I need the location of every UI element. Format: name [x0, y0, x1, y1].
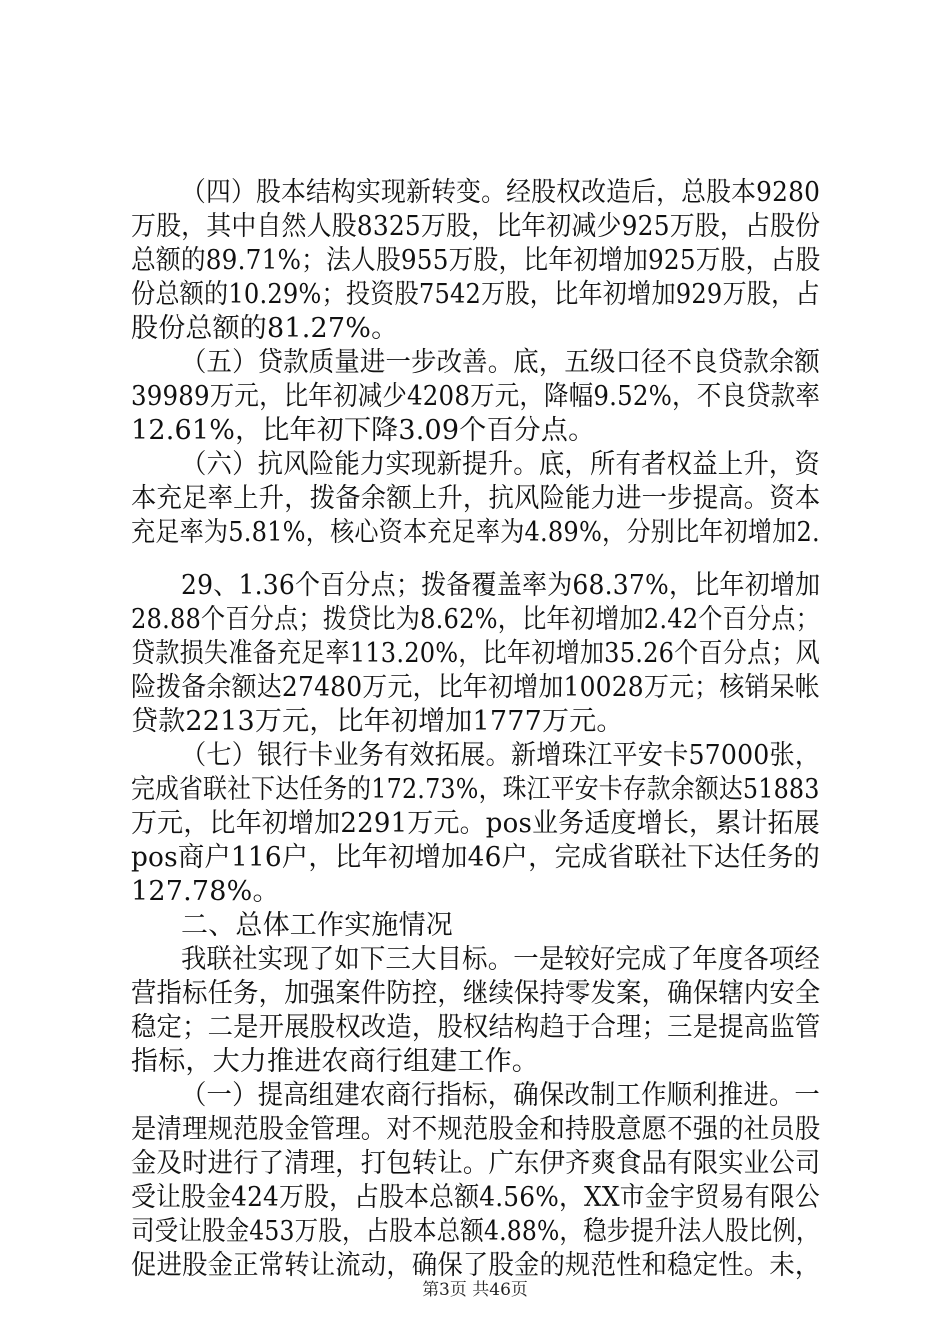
text-line: （一）提高组建农商行指标，确保改制工作顺利推进。一 — [181, 1080, 820, 1111]
section-heading: 二、总体工作实施情况 — [181, 910, 453, 941]
text-line: 受让股金424万股，占股本总额4.56%，XX市金宇贸易有限公 — [131, 1182, 820, 1213]
text-line: 127.78%。 — [131, 876, 280, 907]
text-line: 充足率为5.81%，核心资本充足率为4.89%，分别比年初增加2. — [131, 517, 820, 548]
text-line: 完成省联社下达任务的172.73%，珠江平安卡存款余额达51883 — [131, 774, 820, 805]
text-line: 万元，比年初增加2291万元。pos业务适度增长，累计拓展 — [131, 808, 820, 839]
text-line: 39989万元，比年初减少4208万元，降幅9.52%，不良贷款率 — [131, 381, 821, 412]
text-line: （五）贷款质量进一步改善。底，五级口径不良贷款余额 — [181, 347, 820, 378]
text-line: 万股，其中自然人股8325万股，比年初减少925万股，占股份 — [131, 211, 821, 242]
text-line: 稳定；二是开展股权改造，股权结构趋于合理；三是提高监管 — [131, 1012, 821, 1043]
text-line: 金及时进行了清理，打包转让。广东伊齐爽食品有限实业公司 — [131, 1148, 821, 1179]
text-line: 总额的89.71%；法人股955万股，比年初增加925万股，占股 — [131, 245, 821, 276]
text-line: 份总额的10.29%；投资股7542万股，比年初增加929万股，占 — [131, 279, 820, 310]
text-line: 险拨备余额达27480万元，比年初增加10028万元；核销呆帐 — [131, 672, 820, 703]
text-line: 28.88个百分点；拨贷比为8.62%，比年初增加2.42个百分点； — [131, 604, 820, 635]
text-line: 贷款损失准备充足率113.20%，比年初增加35.26个百分点；风 — [131, 638, 820, 669]
text-line: （四）股本结构实现新转变。经股权改造后，总股本9280 — [181, 177, 821, 208]
text-line: 促进股金正常转让流动，确保了股金的规范性和稳定性。未， — [131, 1250, 821, 1281]
text-line: 指标，大力推进农商行组建工作。 — [131, 1046, 539, 1077]
page-number-footer: 第3页 共46页 — [422, 1280, 528, 1300]
text-line: 司受让股金453万股，占股本总额4.88%，稳步提升法人股比例， — [131, 1216, 820, 1247]
text-line: （六）抗风险能力实现新提升。底，所有者权益上升，资 — [181, 449, 820, 480]
text-line: 12.61%，比年初下降3.09个百分点。 — [131, 415, 596, 446]
text-line: 是清理规范股金管理。对不规范股金和持股意愿不强的社员股 — [131, 1114, 821, 1145]
text-line: 本充足率上升，拨备余额上升，抗风险能力进一步提高。资本 — [131, 483, 821, 514]
text-line: （七）银行卡业务有效拓展。新增珠江平安卡57000张， — [181, 740, 821, 771]
text-line: 贷款2213万元，比年初增加1777万元。 — [131, 706, 624, 737]
text-line: 我联社实现了如下三大目标。一是较好完成了年度各项经 — [181, 944, 820, 975]
text-line: 股份总额的81.27%。 — [131, 313, 399, 344]
text-line: 营指标任务，加强案件防控，继续保持零发案，确保辖内安全 — [131, 978, 821, 1009]
text-line: pos商户116户，比年初增加46户，完成省联社下达任务的 — [131, 842, 821, 873]
text-line: 29、1.36个百分点；拨备覆盖率为68.37%，比年初增加 — [181, 570, 821, 601]
